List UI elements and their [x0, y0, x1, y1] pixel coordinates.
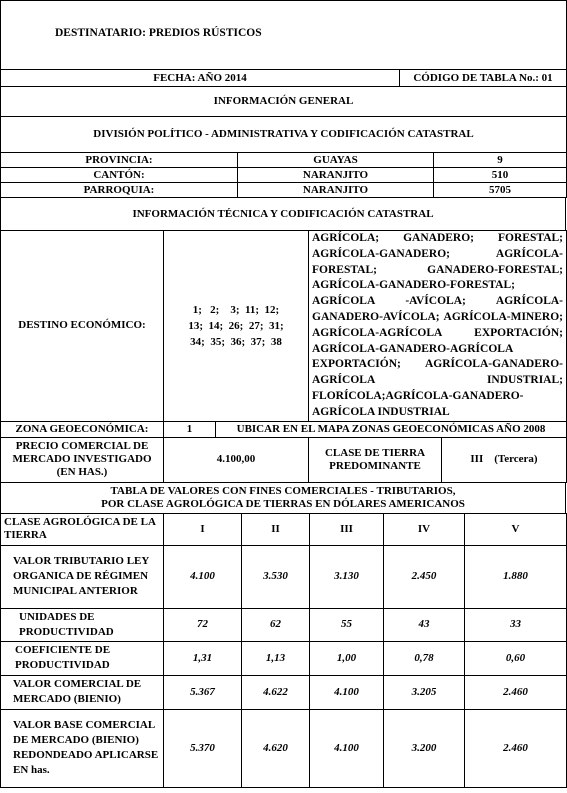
provincia-value: GUAYAS: [238, 153, 434, 168]
destino-codes-line: 34; 35; 36; 37; 38: [190, 335, 282, 348]
table-row: [1, 675, 567, 709]
table-cell: 62: [242, 608, 310, 641]
table-cell: 2.450: [384, 545, 465, 608]
tecnica-heading-table: [0, 197, 566, 231]
division-row: [1, 153, 567, 168]
column-header: III: [310, 513, 384, 545]
zona-label: ZONA GEOECONÓMICA:: [1, 421, 164, 437]
table-cell: 1.880: [465, 545, 567, 608]
table-cell: 55: [310, 608, 384, 641]
table-cell: 1,31: [164, 641, 242, 675]
table-cell: 43: [384, 608, 465, 641]
tabla-title-table: [0, 482, 566, 514]
table-cell: 4.100: [310, 675, 384, 709]
parroquia-value: NARANJITO: [238, 183, 434, 198]
destino-label: DESTINO ECONÓMICO:: [1, 231, 164, 422]
header-table: [0, 0, 567, 153]
table-row: [1, 545, 567, 608]
division-heading: DIVISIÓN POLÍTICO - ADMINISTRATIVA Y CODIFICACIÓN CATASTRAL: [1, 117, 567, 153]
table-row: [1, 608, 567, 641]
destino-codes-line: 1; 2; 3; 11; 12;: [192, 303, 280, 316]
row-label: COEFICIENTE DE PRODUCTIVIDAD: [1, 641, 164, 675]
destino-codes: [164, 231, 309, 422]
codigo-tabla-cell: CÓDIGO DE TABLA No.: 01: [400, 70, 567, 87]
table-cell: 2.460: [465, 675, 567, 709]
column-header: IV: [384, 513, 465, 545]
division-row: [1, 168, 567, 183]
clase-tierra-label: CLASE DE TIERRA PREDOMINANTE: [309, 437, 442, 482]
division-row: [1, 183, 567, 198]
zona-table: [0, 421, 567, 438]
table-cell: 72: [164, 608, 242, 641]
table-cell: 4.100: [164, 545, 242, 608]
parroquia-code: 5705: [434, 183, 567, 198]
informacion-tecnica-heading: INFORMACIÓN TÉCNICA Y CODIFICACIÓN CATASTRAL: [1, 198, 566, 231]
division-table: [0, 152, 567, 198]
destino-description: AGRÍCOLA; GANADERO; FORESTAL; AGRÍCOLA-GANADERO; AGRÍCOLA-FORESTAL; GANADERO-FORESTAL; AGRÍCOLA-GANADERO-FORESTAL; AGRÍCOLA -AVÍCOLA; AGRÍCOLA-GANADERO-AVÍCOLA; AGRÍCOLA-MINERO; AGRÍCOLA-AGRÍCOLA EXPORTACIÓN; AGRÍCOLA-GANADERO-AGRÍCOLA EXPORTACIÓN; AGRÍCOLA-GANADERO-AGRÍCOLA INDUSTRIAL; FLORÍCOLA;AGRÍCOLA-GANADERO-AGRÍCOLA INDUSTRIAL: [309, 231, 567, 422]
column-header: II: [242, 513, 310, 545]
row-label: UNIDADES DE PRODUCTIVIDAD: [1, 608, 164, 641]
table-cell: 3.200: [384, 709, 465, 787]
provincia-label: PROVINCIA:: [1, 153, 238, 168]
row-label: VALOR COMERCIAL DE MERCADO (BIENIO): [1, 675, 164, 709]
informacion-general-heading: INFORMACIÓN GENERAL: [1, 87, 567, 117]
tabla-title: [1, 482, 566, 513]
table-cell: 4.100: [310, 709, 384, 787]
table-row: [1, 709, 567, 787]
fecha-cell: FECHA: AÑO 2014: [1, 70, 400, 87]
table-cell: 0,78: [384, 641, 465, 675]
row-label: VALOR BASE COMERCIAL DE MERCADO (BIENIO) REDONDEADO APLICARSE EN has.: [1, 709, 164, 787]
table-cell: 3.130: [310, 545, 384, 608]
table-cell: 3.205: [384, 675, 465, 709]
canton-code: 510: [434, 168, 567, 183]
table-cell: 33: [465, 608, 567, 641]
canton-value: NARANJITO: [238, 168, 434, 183]
table-cell: 0,60: [465, 641, 567, 675]
table-cell: 1,13: [242, 641, 310, 675]
precio-value: 4.100,00: [164, 437, 309, 482]
provincia-code: 9: [434, 153, 567, 168]
valores-table: [0, 513, 567, 788]
row-label: VALOR TRIBUTARIO LEY ORGANICA DE RÉGIMEN MUNICIPAL ANTERIOR: [1, 545, 164, 608]
destinatario-text: DESTINATARIO: PREDIOS RÚSTICOS: [55, 26, 262, 39]
destino-codes-line: 13; 14; 26; 27; 31;: [188, 319, 284, 332]
column-header: I: [164, 513, 242, 545]
clase-tierra-value: III (Tercera): [442, 437, 567, 482]
tabla-title-line: TABLA DE VALORES CON FINES COMERCIALES - TRIBUTARIOS,: [110, 484, 456, 497]
table-cell: 1,00: [310, 641, 384, 675]
table-cell: 4.622: [242, 675, 310, 709]
table-cell: 2.460: [465, 709, 567, 787]
table-cell: 5.370: [164, 709, 242, 787]
valores-header-row: [1, 513, 567, 545]
precio-table: [0, 437, 567, 483]
zona-note: UBICAR EN EL MAPA ZONAS GEOECONÓMICAS AÑO 2008: [216, 421, 567, 437]
column-header: V: [465, 513, 567, 545]
clase-agrologica-header: CLASE AGROLÓGICA DE LA TIERRA: [1, 513, 164, 545]
precio-label: PRECIO COMERCIAL DE MERCADO INVESTIGADO (EN HAS.): [1, 437, 164, 482]
table-cell: 4.620: [242, 709, 310, 787]
destino-table: [0, 230, 567, 422]
table-cell: 3.530: [242, 545, 310, 608]
table-cell: 5.367: [164, 675, 242, 709]
table-row: [1, 641, 567, 675]
tabla-title-line: POR CLASE AGROLÓGICA DE TIERRAS EN DÓLARES AMERICANOS: [101, 497, 465, 510]
parroquia-label: PARROQUIA:: [1, 183, 238, 198]
destinatario-cell: [1, 1, 567, 70]
zona-value: 1: [164, 421, 216, 437]
canton-label: CANTÓN:: [1, 168, 238, 183]
